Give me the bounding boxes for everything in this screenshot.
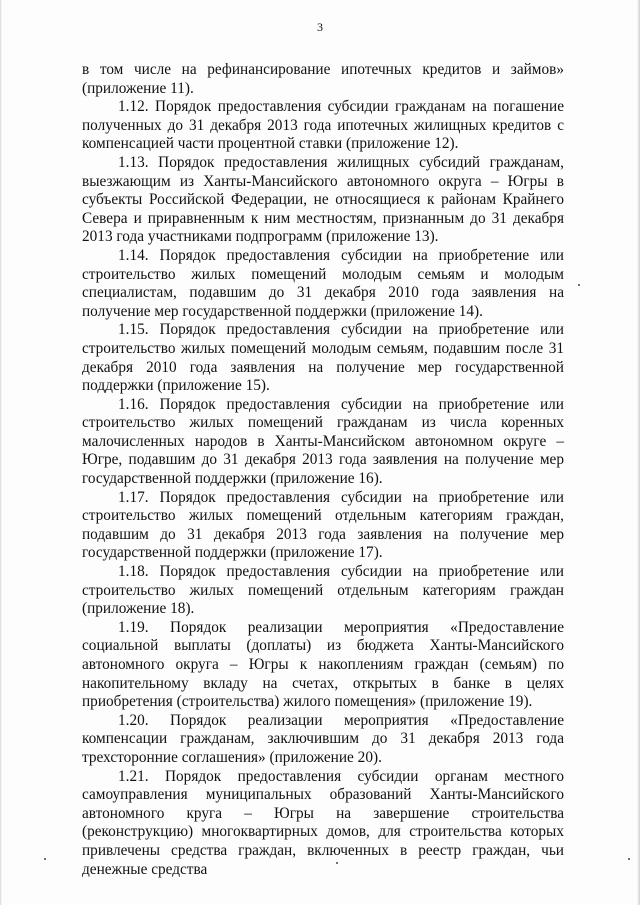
paragraph-1-12: 1.12. Порядок предоставления субсидии гражданам на погашение полученных до 31 декабря 2013 года ипотечных жилищных кредитов с компенсацией части процентной ставки (приложение 12). xyxy=(82,98,564,153)
scan-speck xyxy=(578,284,580,286)
document-body xyxy=(82,61,564,879)
paragraph-1-20: 1.20. Порядок реализации мероприятия «Предоставление компенсации гражданам, заключившим до 31 декабря 2013 года трехсторонние соглашения» (приложение 20). xyxy=(82,711,564,766)
paragraph-1-13: 1.13. Порядок предоставления жилищных субсидий гражданам, выезжающим из Ханты-Мансийского автономного округа – Югры в субъекты Российской Федерации, не относящиеся к районам Крайнего Севера и приравненным к ним местностям, признанным до 31 декабря 2013 года участниками подпрограмм (приложение 13). xyxy=(82,153,564,246)
paragraph-1-15: 1.15. Порядок предоставления субсидии на приобретение или строительство жилых помещений молодым семьям, подавшим после 31 декабря 2010 года заявления на получение мер государственной поддержки (приложение 15). xyxy=(82,321,564,395)
page-number: 3 xyxy=(317,20,323,34)
paragraph-1-18: 1.18. Порядок предоставления субсидии на приобретение или строительство жилых помещений отдельным категориям граждан (приложение 18). xyxy=(82,563,564,618)
paragraph-1-17: 1.17. Порядок предоставления субсидии на приобретение или строительство жилых помещений отдельным категориям граждан, подавшим до 31 декабря 2013 года заявления на получение мер государственной поддержки (приложение 17). xyxy=(82,488,564,562)
paragraph-continuation: в том числе на рефинансирование ипотечных кредитов и займов» (приложение 11). xyxy=(82,61,564,97)
scan-speck xyxy=(44,858,46,860)
scan-edge-left xyxy=(0,0,2,905)
paragraph-1-21: 1.21. Порядок предоставления субсидии органам местного самоуправления муниципальных образований Ханты-Мансийского автономного круга – Югры на завершение строительства (реконструкцию) многоквартирных домов, для строительства которых привлечены средства граждан, включенных в реестр граждан, чьи денежные средства xyxy=(82,767,564,878)
paragraph-1-14: 1.14. Порядок предоставления субсидии на приобретение или строительство жилых помещений молодым семьям и молодым специалистам, подавшим до 31 декабря 2010 года заявления на получение мер государственной поддержки (приложение 14). xyxy=(82,246,564,320)
paragraph-1-19: 1.19. Порядок реализации мероприятия «Предоставление социальной выплаты (доплаты) из бюджета Ханты-Мансийского автономного округа – Югры к накоплениям граждан (семьям) по накопительному вкладу на счетах, открытых в банке в целях приобретения (строительства) жилого помещения» (приложение 19). xyxy=(82,618,564,711)
scan-speck xyxy=(628,858,630,860)
scan-speck xyxy=(336,862,338,864)
paragraph-1-16: 1.16. Порядок предоставления субсидии на приобретение или строительство жилых помещений гражданам из числа коренных малочисленных народов в Ханты-Мансийском автономном округе – Югре, подавшим до 31 декабря 2013 года заявления на получение мер государственной поддержки (приложение 16). xyxy=(82,395,564,488)
